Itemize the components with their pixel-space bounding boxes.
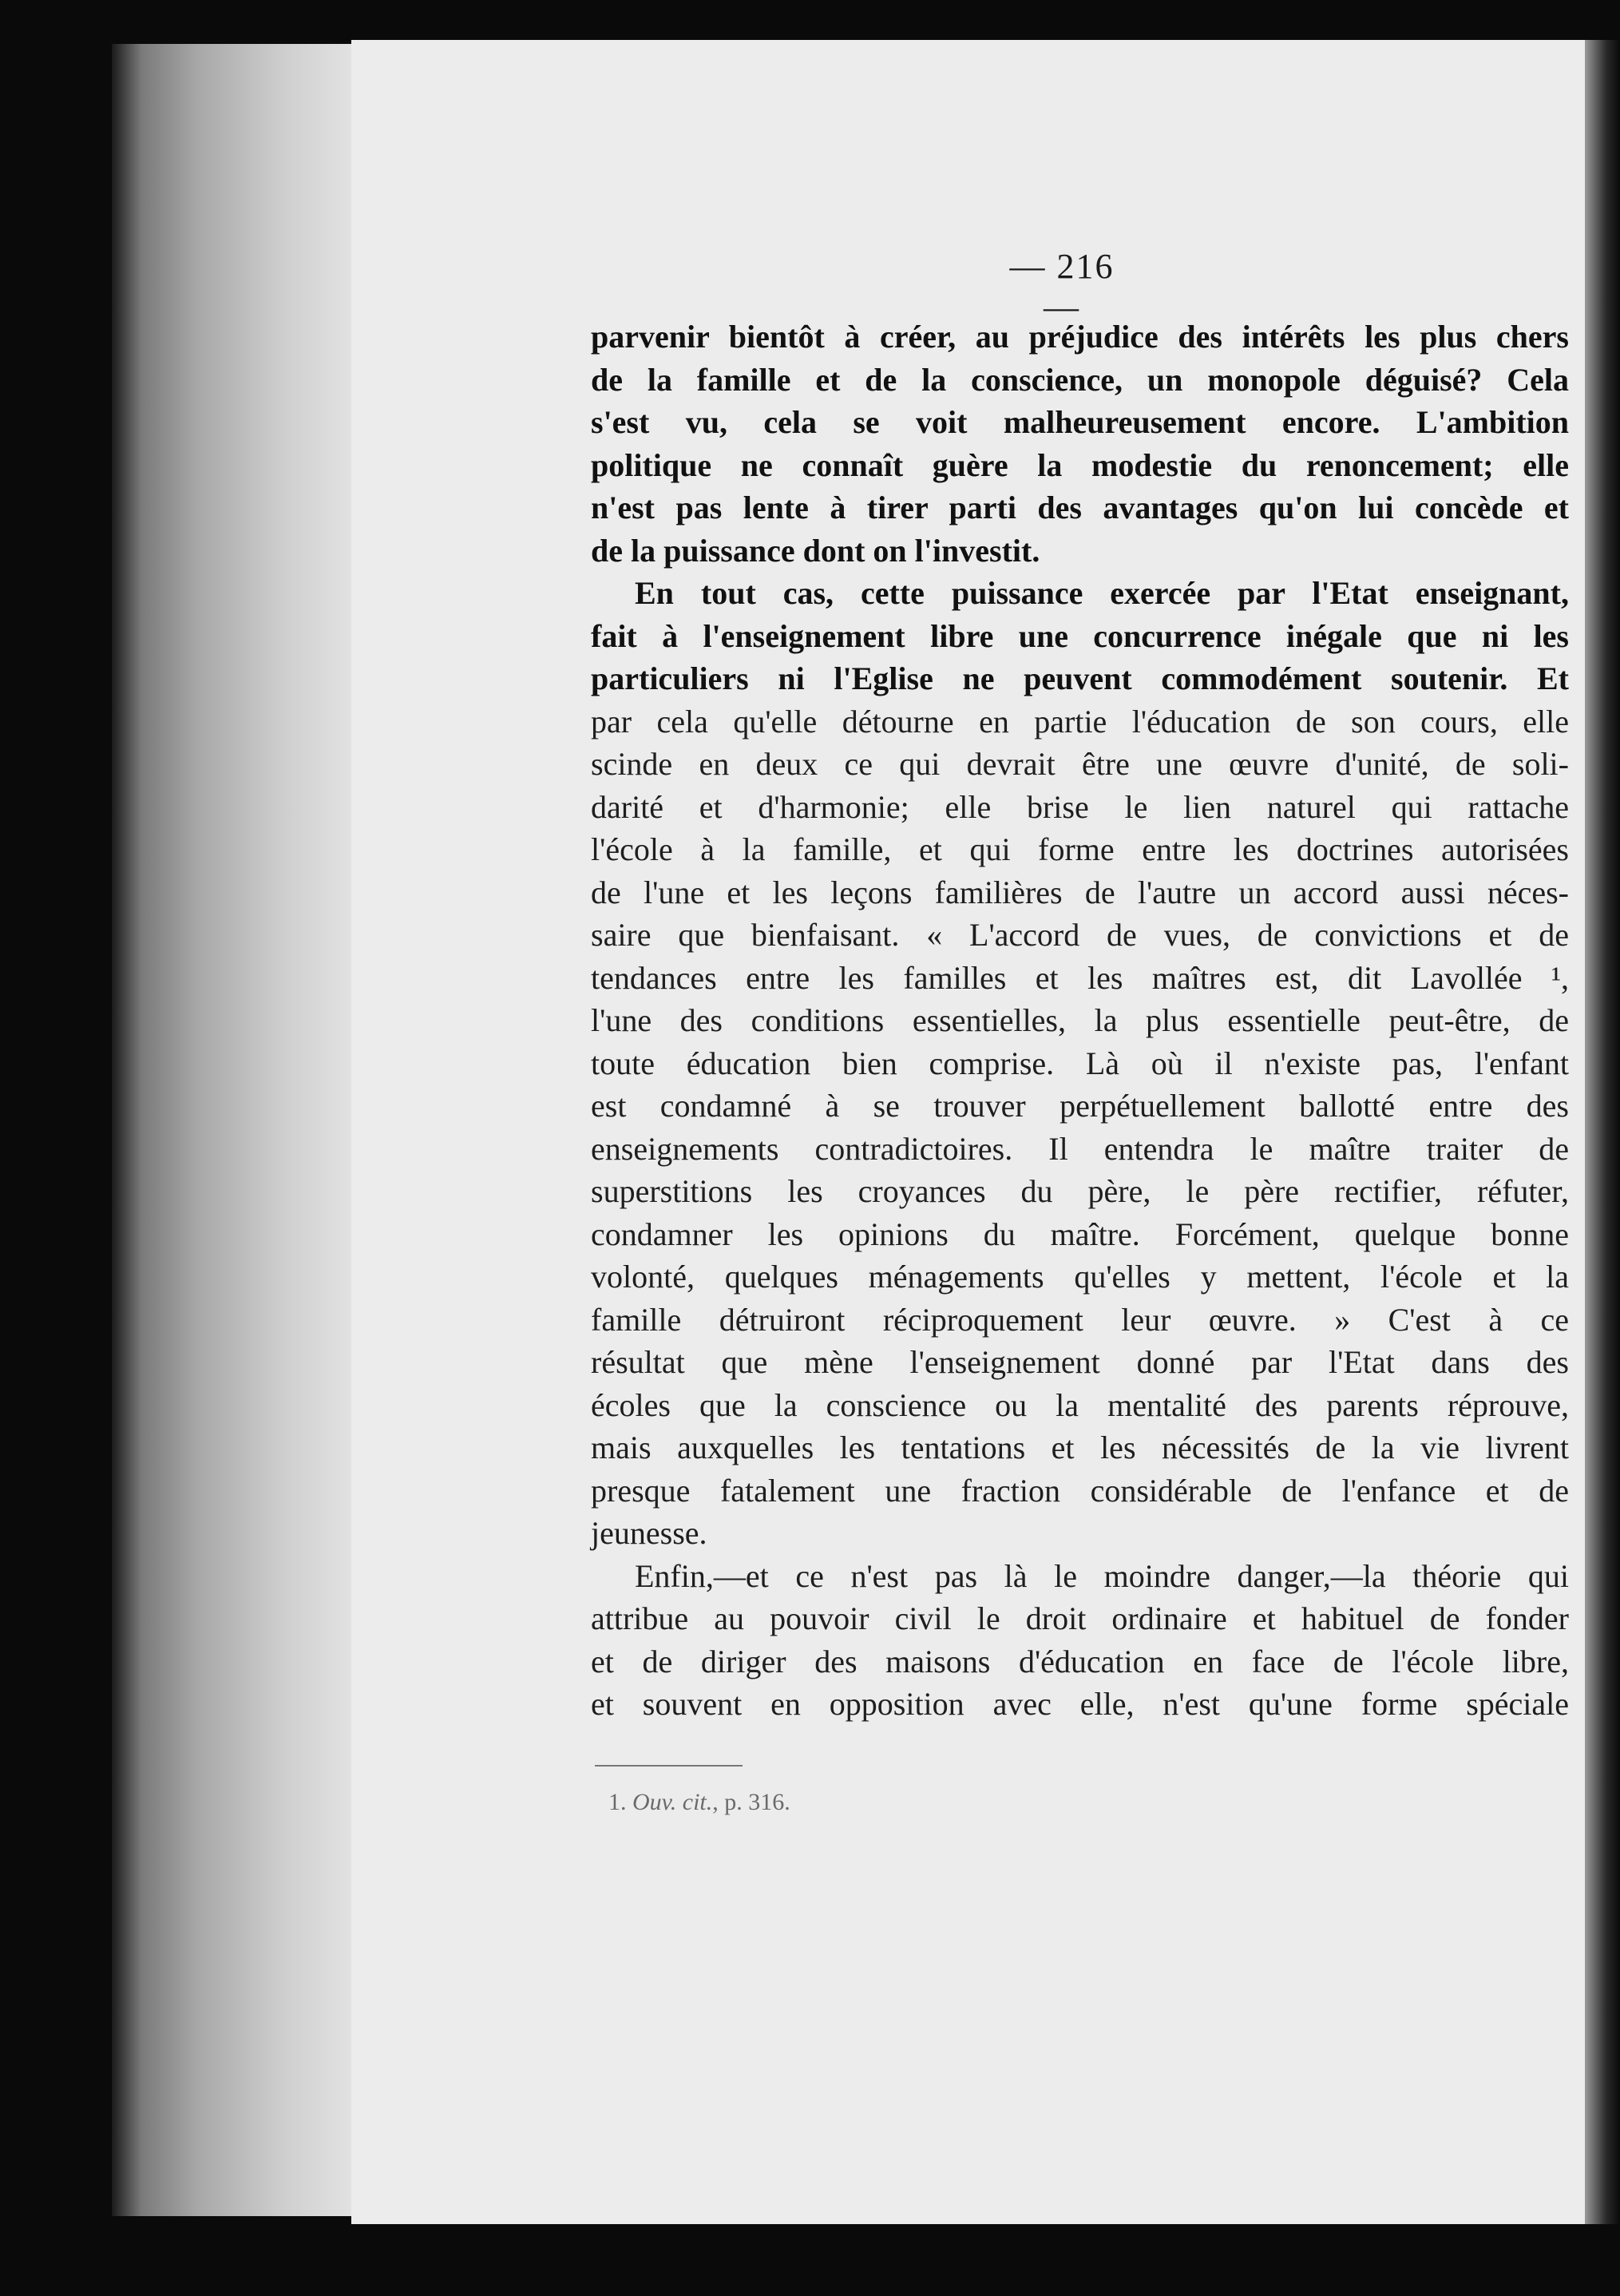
text-line: résultat que mène l'enseignement donné par l'Etat dans des: [591, 1344, 1569, 1380]
text-line: de la puissance dont on l'investit.: [591, 532, 1040, 569]
book-gutter-edge: [112, 44, 359, 2216]
text-line: n'est pas lente à tirer parti des avantages qu'on lui concède et: [591, 490, 1569, 525]
text-line: l'école à la famille, et qui forme entre les doctrines autorisées: [591, 831, 1569, 867]
text-line: enseignements contradictoires. Il entendra le maître traiter de: [591, 1130, 1569, 1167]
text-line: écoles que la conscience ou la mentalité des parents réprouve,: [591, 1386, 1569, 1423]
body-text: [591, 315, 1569, 1726]
text-line: de l'une et les leçons familières de l'autre un accord aussi néces-: [591, 874, 1569, 910]
text-line: fait à l'enseignement libre une concurrence inégale que ni les: [591, 617, 1569, 654]
text-line: superstitions les croyances du père, le père rectifier, réfuter,: [591, 1173, 1569, 1209]
footnote-number: 1.: [608, 1789, 627, 1815]
footnote: [608, 1789, 790, 1816]
footnote-divider: [595, 1765, 743, 1767]
text-line: tendances entre les familles et les maîtres est, dit Lavollée ¹,: [591, 959, 1569, 996]
text-line: scinde en deux ce qui devrait être une œuvre d'unité, de soli-: [591, 746, 1569, 782]
text-line: s'est vu, cela se voit malheureusement encore. L'ambition: [591, 404, 1569, 440]
text-line: famille détruiront réciproquement leur œuvre. » C'est à ce: [591, 1301, 1569, 1338]
text-line: attribue au pouvoir civil le droit ordinaire et habituel de fonder: [591, 1600, 1569, 1636]
text-line: volonté, quelques ménagements qu'elles y mettent, l'école et la: [591, 1259, 1569, 1295]
text-line: jeunesse.: [591, 1515, 707, 1551]
footnote-page: , p. 316.: [712, 1789, 790, 1815]
text-line: darité et d'harmonie; elle brise le lien naturel qui rattache: [591, 788, 1569, 825]
text-line: de la famille et de la conscience, un monopole déguisé? Cela: [591, 361, 1569, 398]
page-number: — 216 —: [1009, 247, 1115, 327]
text-line: toute éducation bien comprise. Là où il n'existe pas, l'enfant: [591, 1045, 1569, 1081]
text-line: et de diriger des maisons d'éducation en face de l'école libre,: [591, 1643, 1569, 1679]
text-line: est condamné à se trouver perpétuellement ballotté entre des: [591, 1088, 1569, 1124]
text-line: En tout cas, cette puissance exercée par l'Etat enseignant,: [635, 575, 1569, 611]
text-line: particuliers ni l'Eglise ne peuvent commodément soutenir. Et: [591, 660, 1569, 696]
text-line: par cela qu'elle détourne en partie l'éducation de son cours, elle: [591, 703, 1569, 740]
footnote-work: Ouv. cit.: [632, 1789, 713, 1815]
text-line: l'une des conditions essentielles, la plus essentielle peut-être, de: [591, 1002, 1569, 1038]
text-line: Enfin,—et ce n'est pas là le moindre danger,—la théorie qui: [635, 1557, 1569, 1594]
text-line: saire que bienfaisant. « L'accord de vues, de convictions et de: [591, 917, 1569, 953]
text-line: mais auxquelles les tentations et les nécessités de la vie livrent: [591, 1430, 1569, 1465]
text-line: presque fatalement une fraction considérable de l'enfance et de: [591, 1472, 1569, 1509]
text-line: parvenir bientôt à créer, au préjudice des intérêts les plus chers: [591, 319, 1569, 355]
text-line: condamner les opinions du maître. Forcément, quelque bonne: [591, 1215, 1569, 1252]
page-right-shadow: [1585, 40, 1620, 2224]
text-line: et souvent en opposition avec elle, n'est qu'une forme spéciale: [591, 1686, 1569, 1722]
text-line: politique ne connaît guère la modestie du renoncement; elle: [591, 446, 1569, 483]
